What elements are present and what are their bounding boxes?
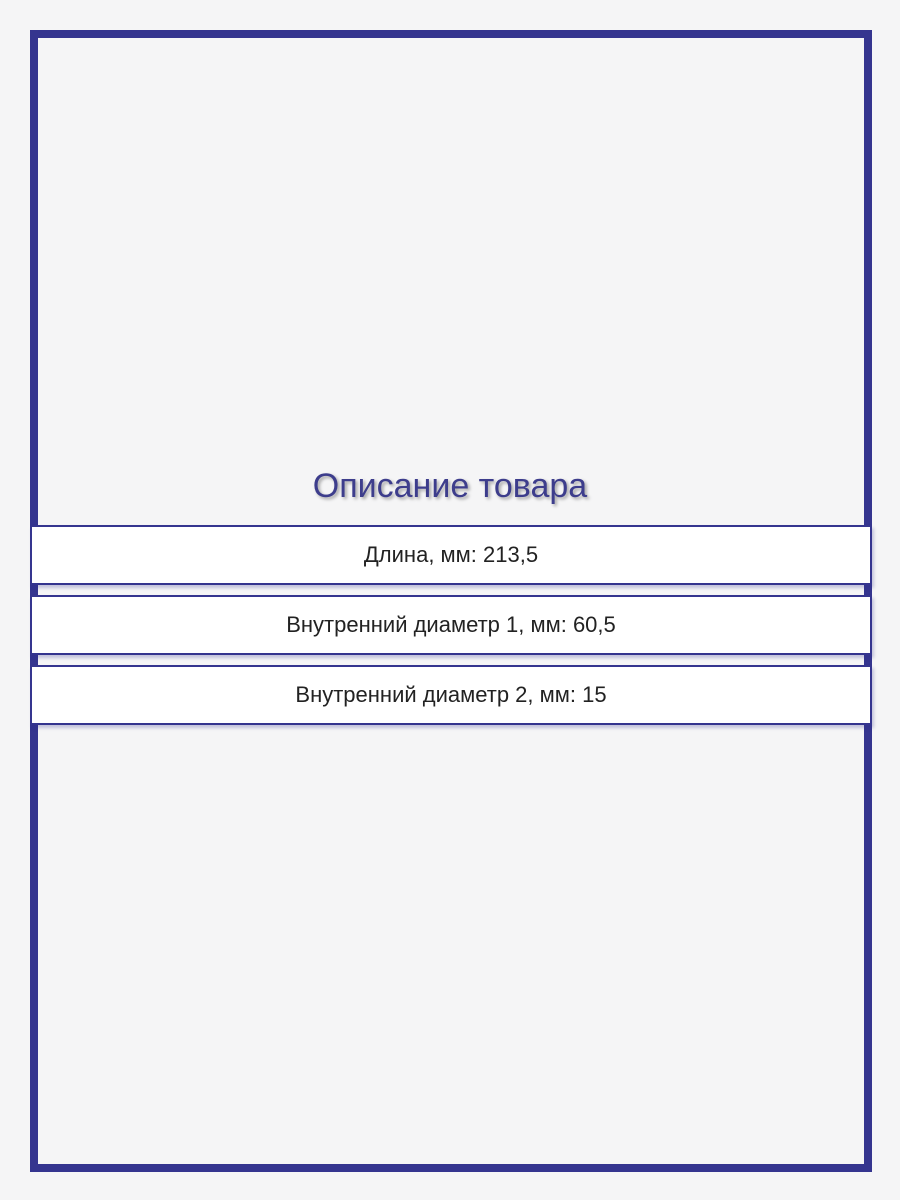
page-title: Описание товара (312, 467, 588, 505)
spec-text: Внутренний диаметр 2, мм: 15 (295, 682, 607, 707)
spec-text: Длина, мм: 213,5 (363, 542, 539, 567)
spec-text: Внутренний диаметр 1, мм: 60,5 (286, 612, 616, 637)
spec-row-inner-diameter-2 (30, 665, 872, 725)
spec-list (30, 525, 872, 735)
spec-row-inner-diameter-1 (30, 595, 872, 655)
spec-row-length (30, 525, 872, 585)
